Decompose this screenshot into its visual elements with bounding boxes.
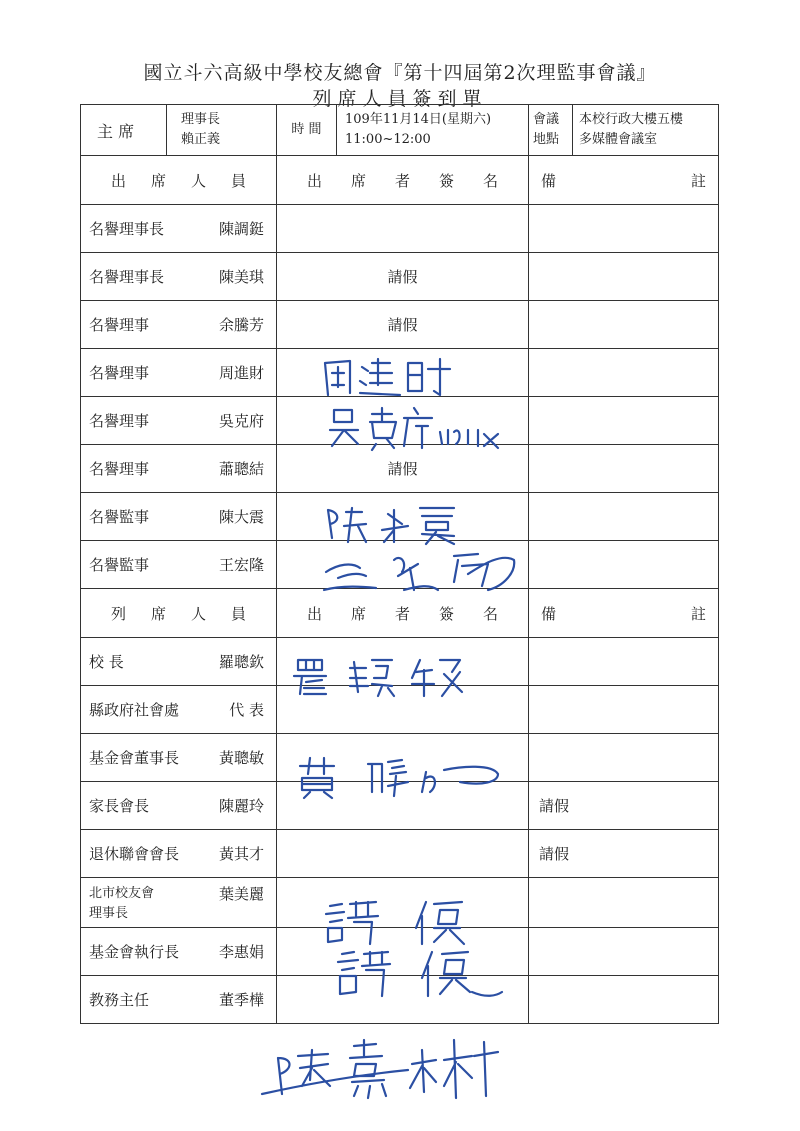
signature-column-header: 出 席 者 簽 名 [277, 156, 529, 205]
handwritten-signature-huang [292, 752, 502, 800]
remark-cell [529, 541, 719, 589]
signature-cell: 請假 [277, 445, 529, 493]
remark-cell [529, 445, 719, 493]
table-row: 名譽理事長 陳美琪 請假 [81, 253, 719, 301]
remark-cell [529, 928, 719, 976]
remark-cell [529, 205, 719, 253]
venue-cell [573, 105, 719, 156]
table-row: 名譽理事 余騰芳 請假 [81, 301, 719, 349]
meeting-date: 109年11月14日(星期六) [345, 112, 492, 127]
signature-cell: 請假 [277, 301, 529, 349]
table-row: 名譽監事 王宏隆 [81, 541, 719, 589]
section1-header [81, 156, 719, 205]
handwritten-signature-leave-1 [322, 898, 492, 946]
table-row: 名譽理事 蕭聰結 請假 [81, 445, 719, 493]
table-row: 縣政府社會處 代 表 [81, 686, 719, 734]
chair-label: 主 席 [81, 105, 167, 156]
remark-cell [529, 493, 719, 541]
remark-cell: 請假 [529, 782, 719, 830]
time-label: 時 間 [277, 105, 337, 156]
remark-cell [529, 349, 719, 397]
handwritten-signature-luo [292, 654, 472, 698]
table-row: 名譽理事 吳克府 [81, 397, 719, 445]
remarks-column-header: 備 註 [529, 589, 719, 638]
table-row: 教務主任 董季樺 [81, 976, 719, 1024]
remark-cell [529, 253, 719, 301]
signature-cell: 請假 [277, 253, 529, 301]
handwritten-signature-wu [328, 404, 508, 450]
handwritten-signature-zhou [320, 355, 450, 400]
remark-cell [529, 734, 719, 782]
remark-cell [529, 638, 719, 686]
remark-cell [529, 686, 719, 734]
handwritten-signature-leave-2 [336, 948, 506, 1000]
handwritten-signature-chen-jialin [258, 1036, 518, 1102]
attendee-column-header: 出 席 人 員 [81, 156, 277, 205]
table-row: 北市校友會 葉美麗 理事長 [81, 878, 719, 928]
document-title: 國立斗六高級中學校友總會『第十四屆第2次理監事會議』 [143, 62, 657, 84]
time-cell [337, 105, 529, 156]
observer-column-header: 列 席 人 員 [81, 589, 277, 638]
table-row: 名譽理事長 陳調鋌 [81, 205, 719, 253]
remark-cell [529, 397, 719, 445]
remark-cell [529, 301, 719, 349]
chair-cell [167, 105, 277, 156]
venue-line-1: 本校行政大樓五樓 [579, 112, 684, 127]
table-row: 名譽監事 陳大震 [81, 493, 719, 541]
table-row: 名譽理事 周進財 [81, 349, 719, 397]
signature-cell [277, 830, 529, 878]
table-row: 校 長 羅聰欽 [81, 638, 719, 686]
venue-line-2: 多媒體會議室 [579, 132, 658, 147]
remark-cell: 請假 [529, 830, 719, 878]
chair-name: 賴正義 [181, 132, 221, 147]
signature-cell [277, 205, 529, 253]
meeting-time: 11:00~12:00 [345, 132, 431, 147]
document-subtitle: 列席人員簽到單 [312, 88, 488, 110]
table-row: 家長會長 陳麗玲 請假 [81, 782, 719, 830]
handwritten-signature-wang [318, 546, 518, 596]
chair-title: 理事長 [181, 112, 221, 127]
remark-cell [529, 976, 719, 1024]
table-row: 基金會執行長 李惠娟 [81, 928, 719, 976]
remark-cell [529, 878, 719, 928]
venue-label: 會議 地點 [529, 105, 573, 156]
table-row: 基金會董事長 黃聰敏 [81, 734, 719, 782]
table-row: 退休聯會會長 黃其才 請假 [81, 830, 719, 878]
handwritten-signature-chen [322, 502, 462, 546]
signature-column-header: 出 席 者 簽 名 [277, 589, 529, 638]
remarks-column-header: 備 註 [529, 156, 719, 205]
